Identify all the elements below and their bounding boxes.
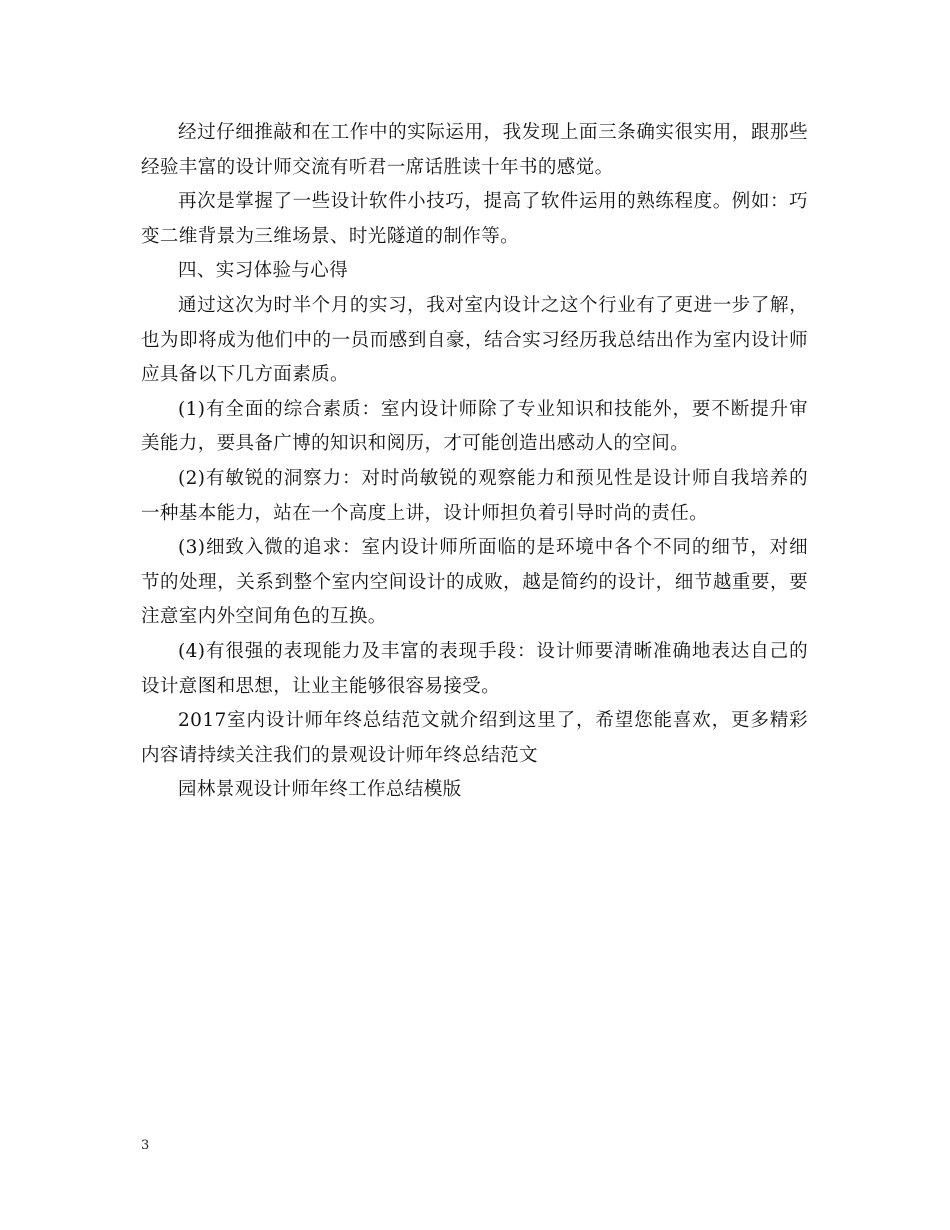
list-item-4: (4)有很强的表现能力及丰富的表现手段：设计师要清晰准确地表达自己的设计意图和思想，让业主能够很容易接受。 <box>141 640 808 697</box>
paragraph-2: 再次是掌握了一些设计软件小技巧，提高了软件运用的熟练程度。例如：巧变二维背景为三维场景、时光隧道的制作等。 <box>141 191 808 247</box>
list-item-3: (3)细致入微的追求：室内设计师所面临的是环境中各个不同的细节，对细节的处理，关系到整个室内空间设计的成败，越是简约的设计，细节越重要，要注意室内外空间角色的互换。 <box>141 537 808 628</box>
related-link-text: 园林景观设计师年终工作总结模版 <box>178 779 462 801</box>
paragraph-3: 通过这次为时半个月的实习，我对室内设计之这个行业有了更进一步了解，也为即将成为他们中的一员而感到自豪，结合实习经历我总结出作为室内设计师应具备以下几方面素质。 <box>141 294 808 386</box>
list-item-1: (1)有全面的综合素质：室内设计师除了专业知识和技能外，要不断提升审美能力，要具备广博的知识和阅历，才可能创造出感动人的空间。 <box>141 398 808 455</box>
paragraph-1: 经过仔细推敲和在工作中的实际运用，我发现上面三条确实很实用，跟那些经验丰富的设计师交流有听君一席话胜读十年书的感觉。 <box>141 122 808 178</box>
page-number: 3 <box>141 1138 150 1153</box>
list-item-2: (2)有敏锐的洞察力：对时尚敏锐的观察能力和预见性是设计师自我培养的一种基本能力，站在一个高度上讲，设计师担负着引导时尚的责任。 <box>141 467 808 524</box>
document-body <box>141 116 808 808</box>
closing-paragraph: 2017室内设计师年终总结范文就介绍到这里了，希望您能喜欢，更多精彩内容请持续关注我们的景观设计师年终总结范文 <box>141 710 808 766</box>
section-heading: 四、实习体验与心得 <box>178 260 349 282</box>
